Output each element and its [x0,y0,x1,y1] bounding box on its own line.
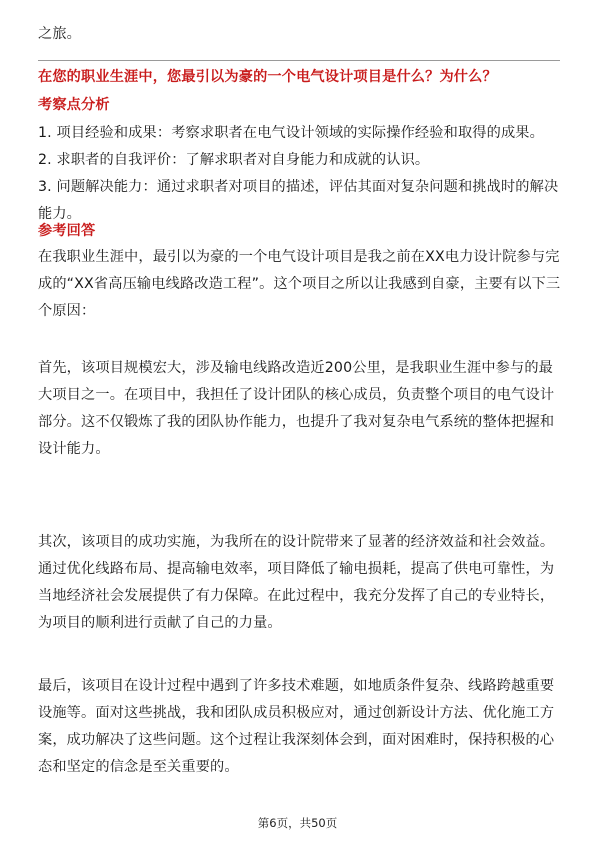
paragraph-line: 其次，该项目的成功实施，为我所在的设计院带来了显著的经济效益和社会效益。 [38,534,555,550]
paragraph-line: 最后，该项目在设计过程中遇到了许多技术难题，如地质条件复杂、线路跨越重要 [38,678,555,694]
answer-paragraph-1 [38,244,560,325]
analysis-item: 3. 问题解决能力：通过求职者对项目的描述，评估其面对复杂问题和挑战时的解决 [38,179,559,195]
paragraph-line: 个原因： [38,303,96,319]
question-heading: 在您的职业生涯中，您最引以为豪的一个电气设计项目是什么？为什么？ [38,69,497,85]
answer-paragraph-2 [38,355,560,463]
page-number: 第6页，共50页 [257,816,338,830]
analysis-item: 1. 项目经验和成果：考察求职者在电气设计领域的实际操作经验和取得的成果。 [38,125,544,141]
answer-paragraph-3 [38,529,560,637]
paragraph-line: 案，成功解决了这些问题。这个过程让我深刻体会到，面对困难时，保持积极的心 [38,732,555,748]
answer-heading: 参考回答 [38,223,96,239]
paragraph-line: 部分。这不仅锻炼了我的团队协作能力，也提升了我对复杂电气系统的整体把握和 [38,414,555,430]
analysis-item: 2. 求职者的自我评价：了解求职者对自身能力和成就的认识。 [38,152,430,168]
section-divider [38,60,560,61]
analysis-item: 能力。 [38,206,82,222]
analysis-heading: 考察点分析 [38,97,110,113]
paragraph-line: 大项目之一。在项目中，我担任了设计团队的核心成员，负责整个项目的电气设计 [38,387,555,403]
intro-tail: 之旅。 [38,26,82,42]
paragraph-line: 在我职业生涯中，最引以为豪的一个电气设计项目是我之前在XX电力设计院参与完 [38,249,560,265]
paragraph-line: 当地经济社会发展提供了有力保障。在此过程中，我充分发挥了自己的专业特长， [38,588,555,604]
analysis-list [38,120,560,228]
paragraph-line: 通过优化线路布局、提高输电效率，项目降低了输电损耗，提高了供电可靠性，为 [38,561,555,577]
paragraph-line: 态和坚定的信念是至关重要的。 [38,759,239,775]
answer-paragraph-4 [38,673,560,781]
paragraph-line: 为项目的顺利进行贡献了自己的力量。 [38,615,282,631]
paragraph-line: 设施等。面对这些挑战，我和团队成员积极应对，通过创新设计方法、优化施工方 [38,705,555,721]
paragraph-line: 设计能力。 [38,441,110,457]
paragraph-line: 成的“XX省高压输电线路改造工程”。这个项目之所以让我感到自豪，主要有以下三 [38,276,561,292]
paragraph-line: 首先，该项目规模宏大，涉及输电线路改造近200公里，是我职业生涯中参与的最 [38,360,554,376]
